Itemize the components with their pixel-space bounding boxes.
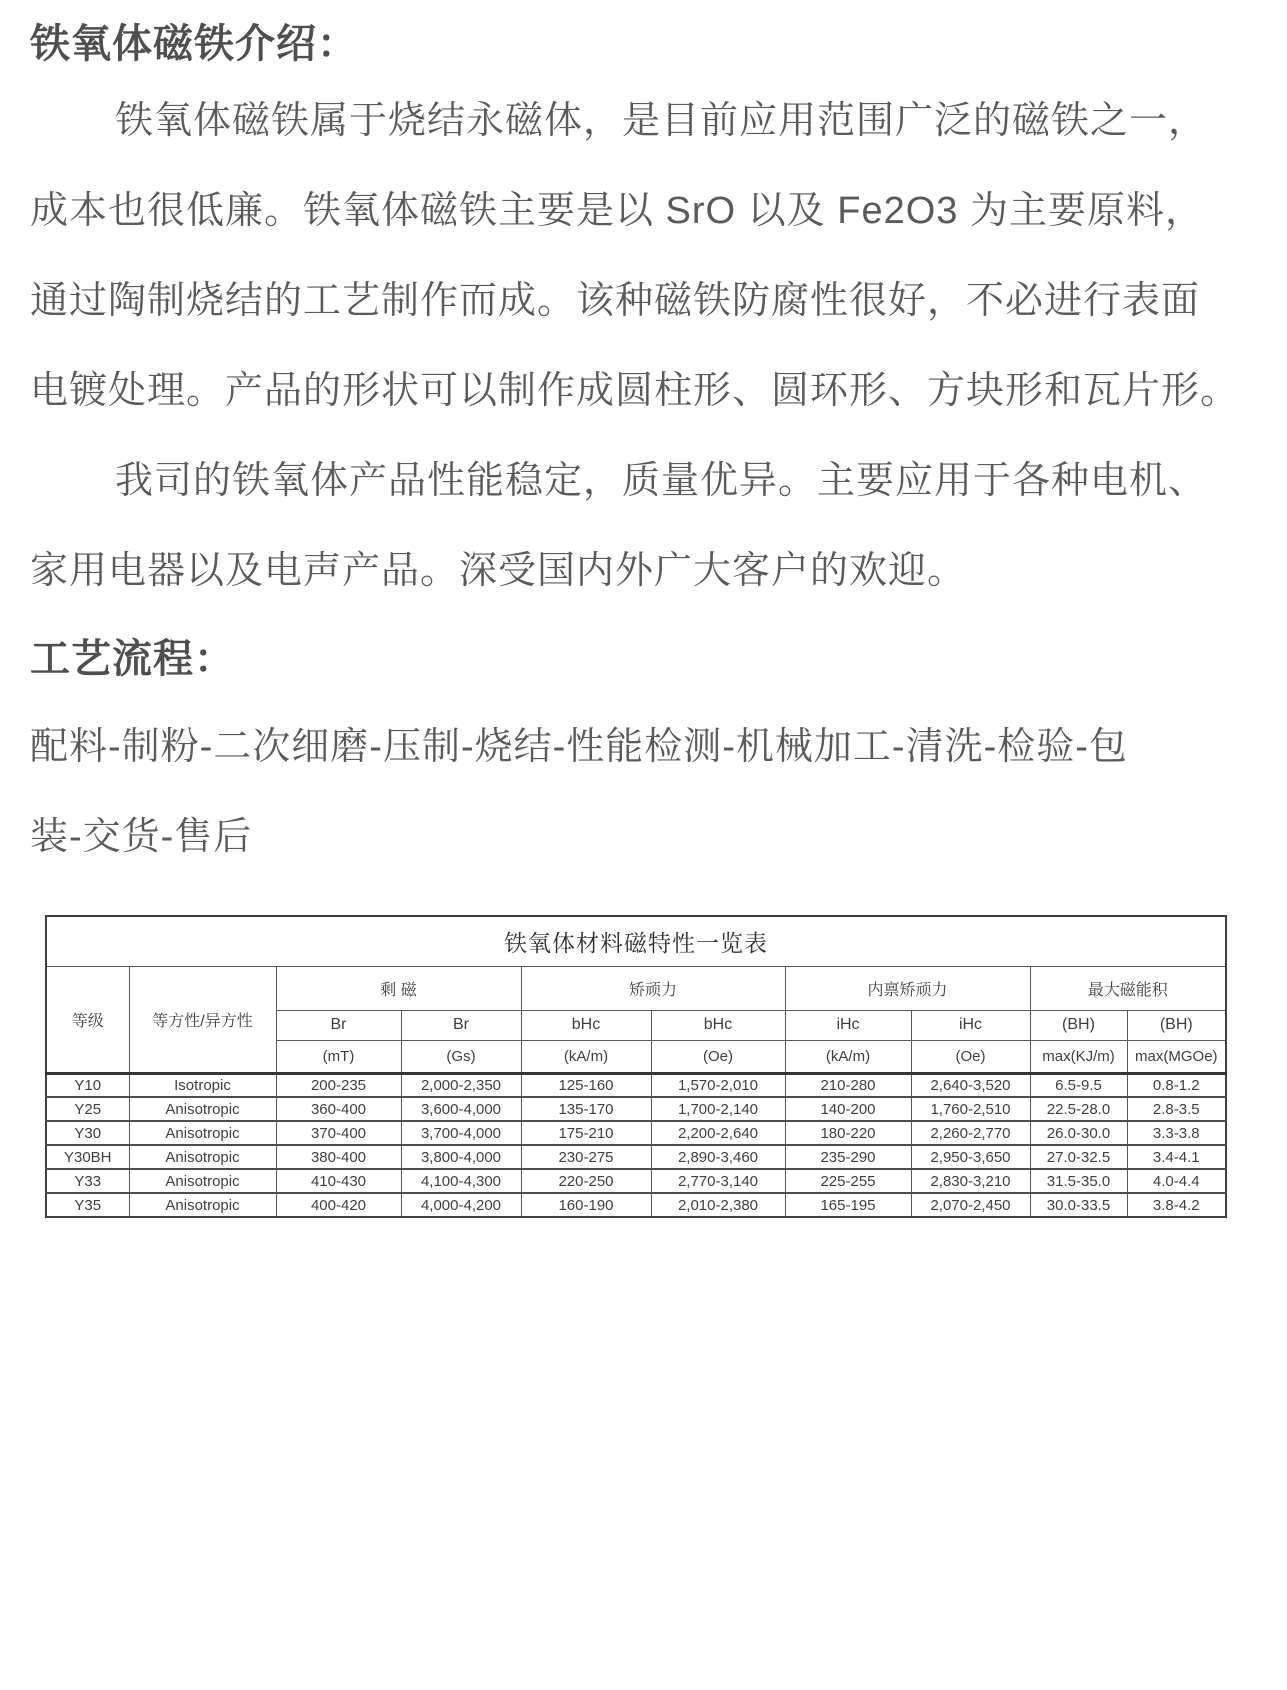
cell-ihc-oe: 2,640-3,520	[911, 1073, 1030, 1097]
header-group-max-energy-product: 最大磁能积	[1030, 966, 1226, 1010]
cell-grade: Y25	[46, 1097, 129, 1121]
table-row	[46, 1097, 1226, 1121]
cell-br-mt: 200-235	[276, 1073, 401, 1097]
table-title: 铁氧体材料磁特性一览表	[46, 916, 1226, 966]
cell-bhmax-mgoe: 4.0-4.4	[1127, 1169, 1226, 1193]
header-group-coercivity: 矫顽力	[521, 966, 785, 1010]
cell-ihc-kam: 140-200	[785, 1097, 911, 1121]
cell-br-mt: 380-400	[276, 1145, 401, 1169]
cell-br-gs: 4,100-4,300	[401, 1169, 521, 1193]
cell-isotropy: Anisotropic	[129, 1145, 276, 1169]
cell-bhc-kam: 230-275	[521, 1145, 651, 1169]
cell-bhc-oe: 2,200-2,640	[651, 1121, 785, 1145]
header-unit: (kA/m)	[785, 1040, 911, 1073]
cell-bhmax-mgoe: 2.8-3.5	[1127, 1097, 1226, 1121]
header-unit: max(MGOe)	[1127, 1040, 1226, 1073]
cell-ihc-oe: 2,070-2,450	[911, 1193, 1030, 1217]
cell-bhmax-mgoe: 3.3-3.8	[1127, 1121, 1226, 1145]
cell-isotropy: Isotropic	[129, 1073, 276, 1097]
cell-br-gs: 4,000-4,200	[401, 1193, 521, 1217]
cell-br-gs: 3,600-4,000	[401, 1097, 521, 1121]
intro-line: 电镀处理。产品的形状可以制作成圆柱形、圆环形、方块形和瓦片形。	[30, 370, 1240, 412]
cell-bhmax-mgoe: 3.8-4.2	[1127, 1193, 1226, 1217]
header-unit: (Oe)	[651, 1040, 785, 1073]
cell-ihc-oe: 2,830-3,210	[911, 1169, 1030, 1193]
table-row	[46, 1073, 1226, 1097]
cell-bhmax-kjm: 27.0-32.5	[1030, 1145, 1127, 1169]
cell-ihc-oe: 2,260-2,770	[911, 1121, 1030, 1145]
intro-line: 通过陶制烧结的工艺制作而成。该种磁铁防腐性很好，不必进行表面	[30, 280, 1201, 322]
cell-br-mt: 410-430	[276, 1169, 401, 1193]
cell-grade: Y33	[46, 1169, 129, 1193]
header-symbol: iHc	[785, 1010, 911, 1040]
table-body	[46, 1073, 1226, 1217]
cell-br-mt: 360-400	[276, 1097, 401, 1121]
cell-bhc-oe: 2,770-3,140	[651, 1169, 785, 1193]
header-unit: (Gs)	[401, 1040, 521, 1073]
cell-ihc-kam: 210-280	[785, 1073, 911, 1097]
cell-isotropy: Anisotropic	[129, 1193, 276, 1217]
cell-grade: Y10	[46, 1073, 129, 1097]
header-symbol: (BH)	[1030, 1010, 1127, 1040]
cell-bhmax-mgoe: 0.8-1.2	[1127, 1073, 1226, 1097]
cell-bhmax-kjm: 22.5-28.0	[1030, 1097, 1127, 1121]
cell-br-mt: 370-400	[276, 1121, 401, 1145]
header-unit: (mT)	[276, 1040, 401, 1073]
header-symbol: bHc	[521, 1010, 651, 1040]
table-title-row	[46, 916, 1226, 966]
cell-grade: Y30	[46, 1121, 129, 1145]
process-line: 装-交货-售后	[30, 816, 253, 858]
cell-ihc-kam: 180-220	[785, 1121, 911, 1145]
intro-paragraphs	[30, 76, 1257, 616]
cell-ihc-kam: 225-255	[785, 1169, 911, 1193]
header-symbol: Br	[276, 1010, 401, 1040]
intro-line: 成本也很低廉。铁氧体磁铁主要是以 SrO 以及 Fe2O3 为主要原料，	[30, 190, 1204, 232]
cell-grade: Y35	[46, 1193, 129, 1217]
cell-bhc-kam: 160-190	[521, 1193, 651, 1217]
cell-br-gs: 3,700-4,000	[401, 1121, 521, 1145]
table-row	[46, 1145, 1226, 1169]
cell-ihc-oe: 1,760-2,510	[911, 1097, 1030, 1121]
cell-ihc-kam: 165-195	[785, 1193, 911, 1217]
cell-bhc-kam: 175-210	[521, 1121, 651, 1145]
table-row	[46, 1121, 1226, 1145]
header-unit: (kA/m)	[521, 1040, 651, 1073]
cell-bhc-kam: 220-250	[521, 1169, 651, 1193]
ferrite-properties-table	[45, 915, 1227, 1218]
cell-bhc-oe: 2,010-2,380	[651, 1193, 785, 1217]
cell-bhmax-kjm: 31.5-35.0	[1030, 1169, 1127, 1193]
header-group-remanence: 剩 磁	[276, 966, 521, 1010]
header-symbol: Br	[401, 1010, 521, 1040]
cell-bhc-oe: 1,570-2,010	[651, 1073, 785, 1097]
process-paragraph	[30, 702, 1257, 882]
header-grade: 等级	[46, 966, 129, 1073]
cell-bhc-oe: 2,890-3,460	[651, 1145, 785, 1169]
table-row	[46, 1169, 1226, 1193]
header-symbol: bHc	[651, 1010, 785, 1040]
page-title: 铁氧体磁铁介绍：	[30, 22, 358, 66]
cell-bhmax-kjm: 30.0-33.5	[1030, 1193, 1127, 1217]
header-group-intrinsic-coercivity: 内禀矫顽力	[785, 966, 1030, 1010]
header-symbol: (BH)	[1127, 1010, 1226, 1040]
cell-bhc-oe: 1,700-2,140	[651, 1097, 785, 1121]
intro-line: 家用电器以及电声产品。深受国内外广大客户的欢迎。	[30, 550, 967, 592]
intro-line: 铁氧体磁铁属于烧结永磁体，是目前应用范围广泛的磁铁之一，	[115, 100, 1208, 142]
cell-br-gs: 2,000-2,350	[401, 1073, 521, 1097]
process-heading: 工艺流程：	[30, 637, 235, 681]
header-unit: (Oe)	[911, 1040, 1030, 1073]
spec-table-container	[45, 915, 1257, 1218]
cell-br-gs: 3,800-4,000	[401, 1145, 521, 1169]
cell-ihc-oe: 2,950-3,650	[911, 1145, 1030, 1169]
process-line: 配料-制粉-二次细磨-压制-烧结-性能检测-机械加工-清洗-检验-包	[30, 726, 1128, 768]
cell-isotropy: Anisotropic	[129, 1097, 276, 1121]
cell-bhmax-kjm: 6.5-9.5	[1030, 1073, 1127, 1097]
cell-isotropy: Anisotropic	[129, 1121, 276, 1145]
cell-br-mt: 400-420	[276, 1193, 401, 1217]
header-isotropy: 等方性/异方性	[129, 966, 276, 1073]
cell-bhc-kam: 135-170	[521, 1097, 651, 1121]
intro-line: 我司的铁氧体产品性能稳定，质量优异。主要应用于各种电机、	[115, 460, 1208, 502]
table-row	[46, 1193, 1226, 1217]
cell-grade: Y30BH	[46, 1145, 129, 1169]
cell-isotropy: Anisotropic	[129, 1169, 276, 1193]
header-symbol: iHc	[911, 1010, 1030, 1040]
header-unit: max(KJ/m)	[1030, 1040, 1127, 1073]
cell-ihc-kam: 235-290	[785, 1145, 911, 1169]
table-group-header-row	[46, 966, 1226, 1010]
cell-bhc-kam: 125-160	[521, 1073, 651, 1097]
cell-bhmax-kjm: 26.0-30.0	[1030, 1121, 1127, 1145]
cell-bhmax-mgoe: 3.4-4.1	[1127, 1145, 1226, 1169]
